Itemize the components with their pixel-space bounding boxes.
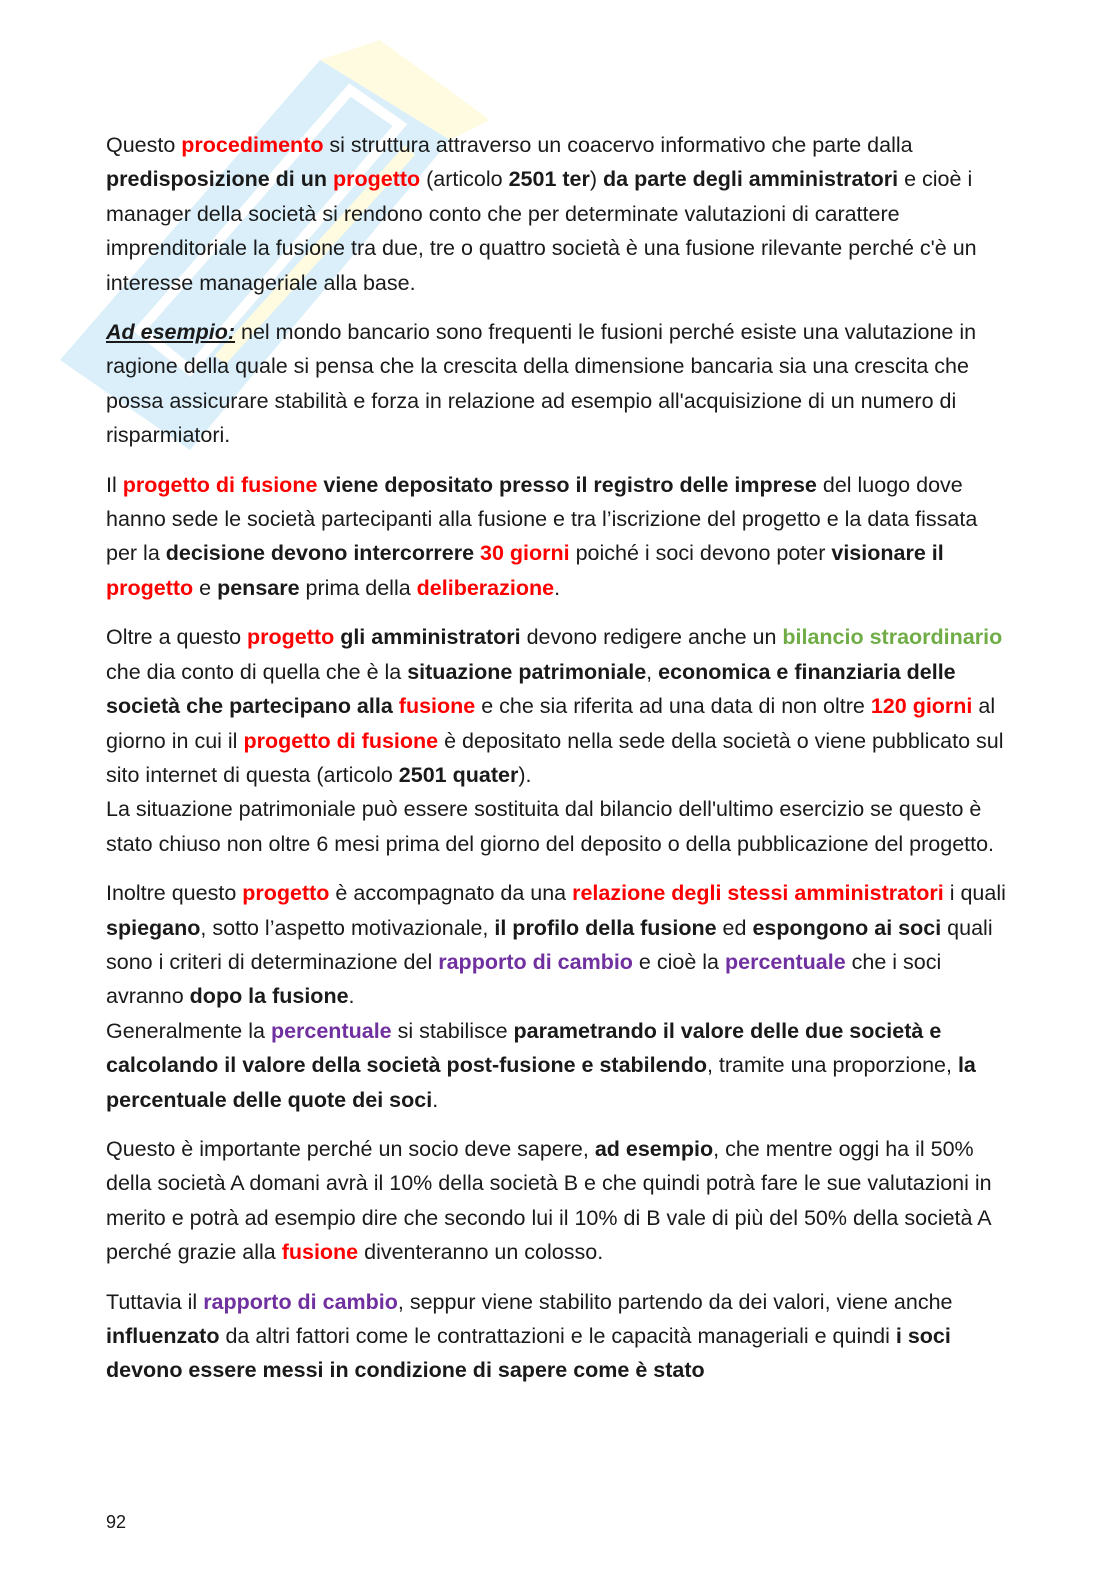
text-run: Questo: [106, 133, 182, 157]
highlighted-text: fusione: [281, 1240, 359, 1265]
highlighted-text: procedimento: [181, 133, 324, 157]
text-run: , tramite una proporzione,: [706, 1053, 958, 1078]
highlighted-text: ad esempio: [594, 1136, 714, 1161]
text-run: del luogo dove hanno sede le società partecipanti alla fusione e tra l’iscrizione del progetto e la data fissata per la: [106, 472, 978, 566]
text-run: al giorno in cui il: [106, 694, 996, 753]
paragraph: [106, 1132, 1006, 1270]
text-run: e: [193, 575, 218, 600]
highlighted-text: predisposizione di un: [106, 167, 333, 192]
highlighted-text: la percentuale delle quote dei soci: [106, 1053, 976, 1112]
text-run: ,: [646, 659, 659, 684]
highlighted-text: progetto: [332, 167, 421, 192]
highlighted-text: economica e finanziaria delle società che partecipano alla: [106, 659, 956, 719]
text-run: Oltre a questo: [106, 625, 248, 650]
highlighted-text: decisione devono intercorrere: [165, 541, 475, 566]
highlighted-text: espongono ai soci: [752, 915, 942, 940]
text-run: ).: [518, 762, 532, 787]
paragraph: [106, 468, 1006, 606]
text-run: Questo è importante perché un socio deve sapere,: [106, 1136, 595, 1161]
text-run: ed: [716, 915, 753, 940]
highlighted-text: visionare il: [831, 541, 944, 566]
text-run: .: [554, 575, 561, 600]
text-run: , che mentre oggi ha il 50% della società A domani avrà il 10% della società B e che quindi potrà fare le sue valutazioni in merito e potrà ad esempio dire che secondo lui il 10% di B vale di più del 50% della società A perché grazie alla: [106, 1136, 992, 1265]
highlighted-text: viene depositato presso il registro delle imprese: [323, 472, 817, 497]
text-run: si stabilisce: [391, 1018, 514, 1043]
highlighted-text: progetto di fusione: [122, 472, 318, 497]
text-run: ): [589, 167, 604, 192]
highlighted-text: il profilo della fusione: [494, 915, 717, 940]
highlighted-text: progetto: [106, 575, 194, 600]
text-run: i quali: [943, 881, 1006, 906]
text-run: .: [348, 984, 355, 1009]
highlighted-text: progetto di fusione: [243, 728, 439, 753]
text-run: e cioè la: [632, 949, 725, 974]
text-run: poiché i soci devono poter: [569, 541, 832, 566]
text-run: è depositato nella sede della società o viene pubblicato sul sito internet di questa (articolo: [106, 728, 1004, 787]
highlighted-text: progetto: [242, 881, 330, 906]
highlighted-text: progetto: [247, 625, 335, 650]
highlighted-text: 2501 ter: [508, 167, 590, 192]
text-run: e cioè i manager della società si rendono conto che per determinate valutazioni di carattere imprenditoriale la fusione tra due, tre o quattro società è una fusione rilevante perché c'è un interesse manageriale alla base.: [106, 167, 977, 295]
highlighted-text: 120 giorni: [870, 694, 973, 719]
paragraph: [106, 315, 1006, 453]
highlighted-text: rapporto di cambio: [203, 1289, 398, 1314]
highlighted-text: pensare: [217, 575, 300, 600]
highlighted-text: situazione patrimoniale: [407, 659, 647, 684]
text-run: devono redigere anche un: [520, 625, 783, 650]
text-run: che dia conto di quella che è la: [106, 659, 408, 684]
text-run: è accompagnato da una: [329, 881, 573, 906]
paragraph: [106, 876, 1006, 1117]
text-run: Il: [106, 472, 123, 497]
text-run: si struttura attraverso un coacervo informativo che parte dalla: [323, 133, 913, 157]
highlighted-text: 30 giorni: [480, 541, 570, 566]
text-run: La situazione patrimoniale può essere sostituita dal bilancio dell'ultimo esercizio se questo è stato chiuso non oltre 6 mesi prima del giorno del deposito o della pubblicazione del progetto.: [106, 797, 995, 856]
highlighted-text: relazione degli stessi amministratori: [572, 881, 944, 906]
text-run: , seppur viene stabilito partendo da dei valori, viene anche: [397, 1289, 953, 1314]
text-run: , sotto l’aspetto motivazionale,: [200, 915, 495, 940]
highlighted-text: spiegano: [106, 915, 201, 940]
paragraph: [106, 128, 1006, 300]
text-run: Tuttavia il: [106, 1289, 204, 1314]
highlighted-text: parametrando il valore delle due società e calcolando il valore della società post-fusione e stabilendo: [106, 1018, 942, 1078]
highlighted-text: percentuale: [270, 1018, 392, 1043]
highlighted-text: dopo la fusione: [189, 984, 349, 1009]
highlighted-text: 2501 quater: [398, 762, 519, 787]
highlighted-text: Ad esempio:: [106, 320, 236, 345]
highlighted-text: fusione: [398, 694, 476, 719]
highlighted-text: percentuale: [724, 949, 846, 974]
text-run: da altri fattori come le contrattazioni e le capacità manageriali e quindi: [219, 1324, 896, 1348]
paragraph: [106, 1285, 1006, 1388]
text-run: prima della: [299, 575, 417, 600]
text-run: (articolo: [420, 167, 509, 192]
text-run: che i soci avranno: [106, 949, 942, 1009]
highlighted-text: i soci devono essere messi in condizione di sapere come è stato: [106, 1324, 951, 1383]
text-run: diventeranno un colosso.: [358, 1240, 604, 1265]
text-run: .: [432, 1087, 439, 1112]
text-run: quali sono i criteri di determinazione del: [106, 915, 993, 974]
text-run: Generalmente la: [106, 1018, 271, 1043]
highlighted-text: influenzato: [106, 1324, 220, 1348]
highlighted-text: deliberazione: [416, 575, 555, 600]
paragraph: [106, 620, 1006, 861]
highlighted-text: gli amministratori: [340, 625, 521, 650]
page-number: 92: [106, 1512, 127, 1532]
text-run: e che sia riferita ad una data di non oltre: [475, 694, 871, 719]
highlighted-text: bilancio straordinario: [782, 625, 1003, 650]
highlighted-text: da parte degli amministratori: [603, 167, 899, 192]
text-run: Inoltre questo: [106, 881, 243, 906]
highlighted-text: rapporto di cambio: [438, 949, 633, 974]
document-body: [106, 128, 1006, 1403]
text-run: nel mondo bancario sono frequenti le fusioni perché esiste una valutazione in ragione della quale si pensa che la crescita della dimensione bancaria sia una crescita che possa assicurare stabilità e forza in relazione ad esempio all'acquisizione di un numero di risparmiatori.: [106, 320, 977, 448]
